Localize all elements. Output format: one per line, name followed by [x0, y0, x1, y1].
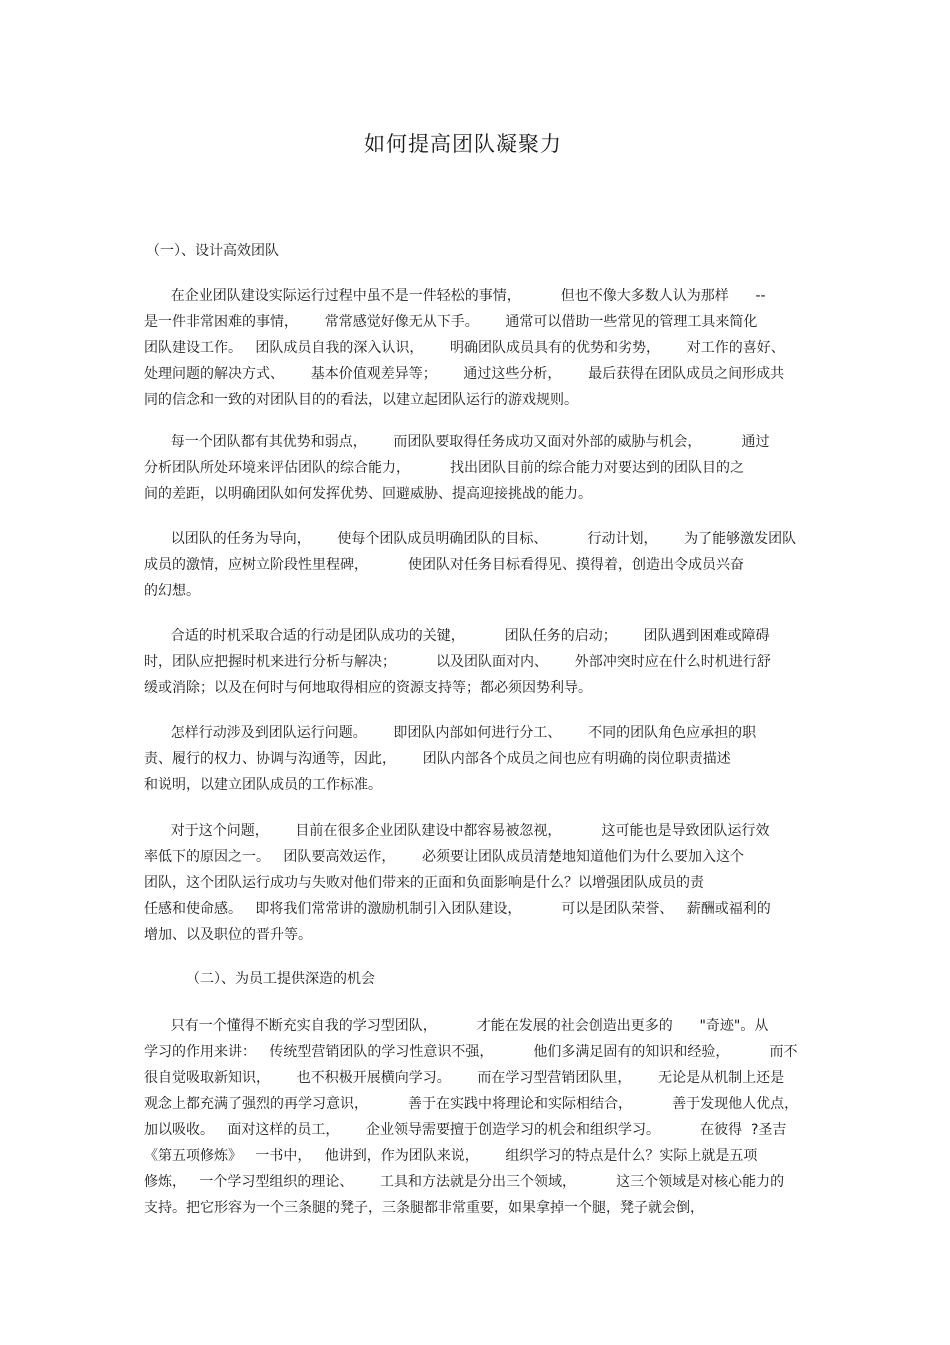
paragraph-line: 以团队的任务为导向， 使每个团队成员明确团队的目标、 行动计划， 为了能够激发团队 — [144, 531, 797, 547]
paragraph-line: 和说明，以建立团队成员的工作标准。 — [144, 777, 382, 793]
paragraph-line: 时，团队应把握时机来进行分析与解决； 以及团队面对内、 外部冲突时应在什么时机进行舒 — [144, 654, 771, 670]
section-heading-2: （二）、为员工提供深造的机会 — [186, 971, 375, 987]
paragraph-1 — [144, 283, 824, 413]
paragraph-line: 《第五项修炼》 一书中， 他讲到，作为团队来说， 组织学习的特点是什么？实际上就是五项 — [144, 1148, 758, 1164]
paragraph-line: 增加、以及职位的晋升等。 — [144, 927, 312, 943]
paragraph-line: 只有一个懂得不断充实自我的学习型团队， 才能在发展的社会创造出更多的 "奇迹"。从 — [144, 1018, 769, 1034]
paragraph-line: 缓或消除；以及在何时与何地取得相应的资源支持等；都必须因势利导。 — [144, 680, 592, 696]
paragraph-line: 团队建设工作。 团队成员自我的深入认识， 明确团队成员具有的优势和劣势， 对工作的喜好、 — [144, 340, 785, 356]
paragraph-line: 加以吸收。 面对这样的员工， 企业领导需要擅于创造学习的机会和组织学习。 在彼得 ?圣吉 — [144, 1122, 787, 1138]
paragraph-line: 成员的激情，应树立阶段性里程碑， 使团队对任务目标看得见、摸得着，创造出令成员兴奋 — [144, 557, 745, 573]
paragraph-line: 很自觉吸取新知识， 也不积极开展横向学习。 而在学习型营销团队里， 无论是从机制上还是 — [144, 1070, 785, 1086]
document-title: 如何提高团队凝聚力 — [364, 132, 562, 156]
paragraph-line: 怎样行动涉及到团队运行问题。 即团队内部如何进行分工、 不同的团队角色应承担的职 — [144, 725, 757, 741]
paragraph-line: 的幻想。 — [144, 583, 200, 599]
paragraph-line: 间的差距，以明确团队如何发挥优势、回避威胁、提高迎接挑战的能力。 — [144, 486, 592, 502]
paragraph-5 — [144, 720, 824, 798]
paragraph-2 — [144, 429, 824, 507]
paragraph-line: 支持。把它形容为一个三条腿的凳子，三条腿都非常重要，如果拿掉一个腿，凳子就会倒， — [144, 1200, 704, 1216]
paragraph-line: 任感和使命感。 即将我们常常讲的激励机制引入团队建设， 可以是团队荣誉、 薪酬或福利的 — [144, 901, 771, 917]
paragraph-line: 每一个团队都有其优势和弱点， 而团队要取得任务成功又面对外部的威胁与机会， 通过 — [144, 434, 770, 450]
paragraph-line: 学习的作用来讲： 传统型营销团队的学习性意识不强， 他们多满足固有的知识和经验， 而不 — [144, 1044, 798, 1060]
paragraph-line: 分析团队所处环境来评估团队的综合能力， 找出团队目前的综合能力对要达到的团队目的之 — [144, 460, 745, 476]
paragraph-line: 修炼， 一个学习型组织的理论、 工具和方法就是分出三个领域， 这三个领域是对核心能力的 — [144, 1174, 785, 1190]
section-heading-1: （一）、设计高效团队 — [146, 243, 279, 259]
paragraph-3 — [144, 526, 824, 604]
paragraph-line: 处理问题的解决方式、 基本价值观差异等； 通过这些分析， 最后获得在团队成员之间形成共 — [144, 366, 785, 382]
paragraph-line: 合适的时机采取合适的行动是团队成功的关键， 团队任务的启动； 团队遇到困难或障碍 — [144, 628, 770, 644]
paragraph-4 — [144, 623, 824, 701]
paragraph-line: 在企业团队建设实际运行过程中虽不是一件轻松的事情， 但也不像大多数人认为那样 -- — [144, 288, 766, 304]
paragraph-line: 观念上都充满了强烈的再学习意识， 善于在实践中将理论和实际相结合， 善于发现他人优点， — [144, 1096, 799, 1112]
paragraph-line: 同的信念和一致的对团队目的的看法，以建立起团队运行的游戏规则。 — [144, 392, 578, 408]
paragraph-line: 团队，这个团队运行成功与失败对他们带来的正面和负面影响是什么？以增强团队成员的责 — [144, 875, 704, 891]
paragraph-7 — [144, 1013, 824, 1221]
paragraph-6 — [144, 818, 824, 948]
paragraph-line: 率低下的原因之一。 团队要高效运作， 必须要让团队成员清楚地知道他们为什么要加入这个 — [144, 849, 745, 865]
paragraph-line: 是一件非常困难的事情， 常常感觉好像无从下手。 通常可以借助一些常见的管理工具来简化 — [144, 314, 758, 330]
paragraph-line: 责、履行的权力、协调与沟通等，因此， 团队内部各个成员之间也应有明确的岗位职责描述 — [144, 751, 731, 767]
paragraph-line: 对于这个问题， 目前在很多企业团队建设中都容易被忽视， 这可能也是导致团队运行效 — [144, 823, 770, 839]
